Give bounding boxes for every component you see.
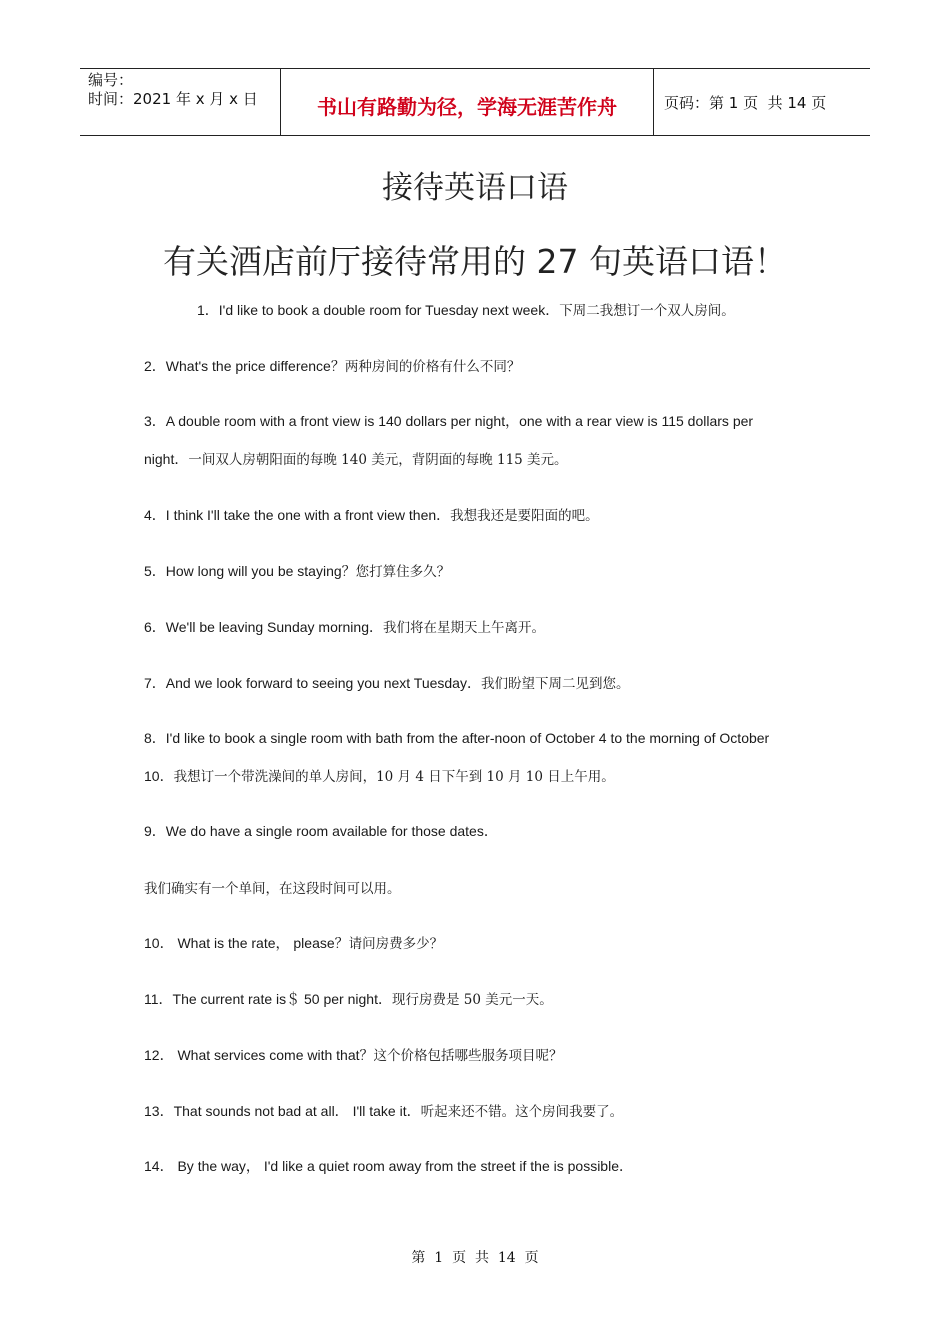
page-header <box>80 68 870 136</box>
sentence-line: 1．I'd like to book a double room for Tuesday next week．下周二我想订一个双人房间。 <box>197 302 735 319</box>
page-footer: 第 1 页 共 14 页 <box>411 1250 539 1266</box>
sentence-line: 8．I'd like to book a single room with bath from the after-noon of October 4 to the morning of October <box>144 730 770 746</box>
sentence-line: 3．A double room with a front view is 140 dollars per night，one with a rear view is 115 dollars per <box>144 413 754 429</box>
page-info-text: 页码：第 1 页 共 14 页 <box>664 93 827 112</box>
sentence-line: 9．We do have a single room available for those dates． <box>144 823 498 839</box>
sentence-line: 14． By the way， I'd like a quiet room away from the street if the is possible． <box>144 1158 633 1174</box>
sentence-line: 我们确实有一个单间，在这段时间可以用。 <box>144 881 401 897</box>
sentence-line: night．一间双人房朝阳面的每晚 140 美元，背阴面的每晚 115 美元。 <box>144 451 568 468</box>
document-title: 接待英语口语 <box>382 170 568 206</box>
sentence-line: 10． What is the rate， please？请问房费多少？ <box>144 935 444 952</box>
header-meta <box>80 69 281 135</box>
sentence-line: 11．The current rate is＄ 50 per night．现行房费是 50 美元一天。 <box>144 991 553 1008</box>
sentence-line: 6．We'll be leaving Sunday morning．我们将在星期天上午离开。 <box>144 619 545 636</box>
sentence-line: 12． What services come with that？这个价格包括哪些服务项目呢？ <box>144 1047 563 1064</box>
sentence-line: 10．我想订一个带洗澡间的单人房间，10 月 4 日下午到 10 月 10 日上午用。 <box>144 768 615 785</box>
header-page-info <box>654 69 870 135</box>
number-label: 编号： <box>88 71 134 89</box>
document-subtitle: 有关酒店前厅接待常用的 27 句英语口语！ <box>163 242 787 281</box>
sentence-line: 5．How long will you be staying？您打算住多久？ <box>144 563 451 580</box>
time-label: 时间：2021 年 x 月 x 日 <box>88 90 258 108</box>
header-motto: 书山有路勤为径，学海无涯苦作舟 <box>281 69 654 135</box>
sentence-line: 13．That sounds not bad at all． I'll take it．听起来还不错。这个房间我要了。 <box>144 1103 624 1120</box>
sentence-line: 7．And we look forward to seeing you next Tuesday．我们盼望下周二见到您。 <box>144 675 630 692</box>
sentence-line: 4．I think I'll take the one with a front view then．我想我还是要阳面的吧。 <box>144 507 599 524</box>
sentence-line: 2．What's the price difference？两种房间的价格有什么不同？ <box>144 358 521 375</box>
